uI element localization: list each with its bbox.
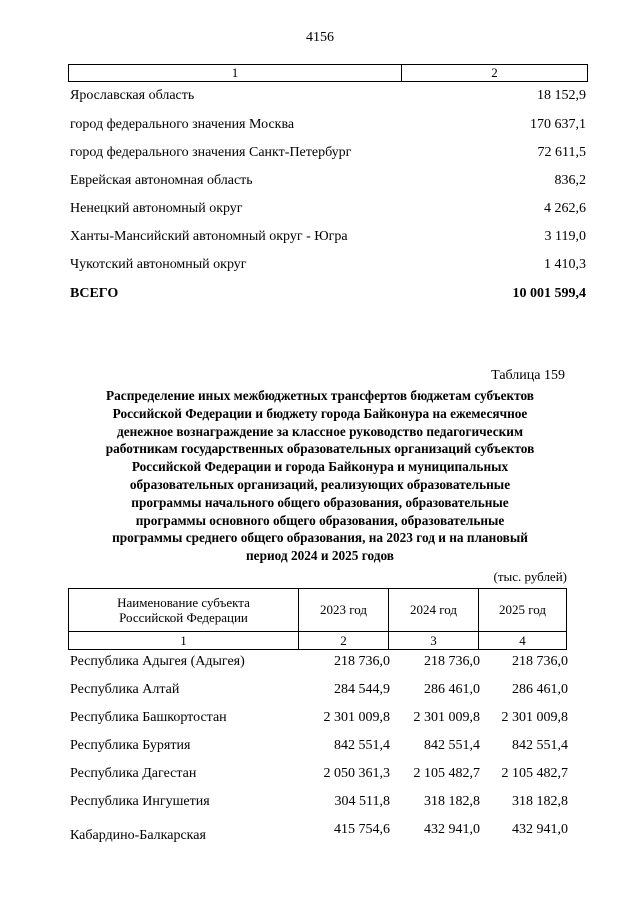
table2-row [70,682,570,702]
row-name: Чукотский автономный округ [70,257,247,272]
row-name: Еврейская автономная область [70,173,253,188]
value-2023: 284 544,9 [334,682,390,697]
title-line: программы начального общего образования, образовательные [131,494,509,510]
total-value: 10 001 599,4 [512,286,586,301]
value-2025: 2 301 009,8 [501,710,568,725]
table2-row [70,654,570,674]
table-title [60,387,580,565]
row-value: 3 119,0 [544,229,586,244]
row-value: 170 637,1 [530,117,586,132]
units-label: (тыс. рублей) [493,569,567,584]
row-name: город федерального значения Москва [70,117,295,132]
value-2023: 218 736,0 [334,654,390,669]
row-name: Ярославская область [70,88,195,103]
table1-row [70,257,586,273]
value-2024: 218 736,0 [424,654,480,669]
value-2023: 842 551,4 [334,738,390,753]
table2-row [70,738,570,758]
table1-total-row [70,286,586,302]
value-2025: 218 736,0 [512,654,568,669]
subject-name: Республика Бурятия [70,738,191,753]
subject-name: Республика Алтай [70,682,180,697]
table1-header [68,64,588,82]
value-2024: 318 182,8 [424,794,480,809]
title-line: работникам государственных образовательных организаций субъектов [105,441,535,457]
colnum-1: 1 [69,632,299,649]
value-2024: 842 551,4 [424,738,480,753]
value-2025: 286 461,0 [512,682,568,697]
value-2025: 842 551,4 [512,738,568,753]
title-line: период 2024 и 2025 годов [246,548,394,564]
table1-row [70,173,586,189]
row-value: 4 262,6 [544,201,586,216]
colnum-3: 3 [389,632,479,649]
table2-row [70,766,570,786]
title-line: Российской Федерации и города Байконура и муниципальных [131,459,509,475]
header-subject-line2: Российской Федерации [119,610,248,625]
row-name: город федерального значения Санкт-Петербург [70,145,352,160]
table1-row [70,201,586,217]
value-2024: 2 301 009,8 [413,710,480,725]
title-line: программы среднего общего образования, на 2023 год и на плановый [112,530,528,546]
row-value: 1 410,3 [544,257,586,272]
total-label: ВСЕГО [70,286,119,301]
subject-name: Республика Ингушетия [70,794,210,809]
table2-row [70,822,570,842]
colnum-2: 2 [299,632,389,649]
title-line: Российской Федерации и бюджету города Байконура на ежемесячное [112,405,528,421]
value-2023: 415 754,6 [334,822,390,837]
table2-header [68,588,567,650]
table-number: Таблица 159 [491,368,565,383]
row-value: 836,2 [554,173,586,188]
value-2023: 304 511,8 [334,794,390,809]
title-line: денежное вознаграждение за классное руководство педагогическим [117,423,523,439]
value-2025: 2 105 482,7 [501,766,568,781]
row-name: Ненецкий автономный округ [70,201,243,216]
colnum-4: 4 [519,632,526,648]
header-2024: 2024 год [389,589,479,631]
table2-row [70,710,570,730]
row-value: 18 152,9 [537,88,586,103]
value-2023: 2 050 361,3 [323,766,390,781]
table1-row [70,88,586,104]
subject-name: Республика Дагестан [70,766,197,781]
page-number: 4156 [306,30,334,45]
table1-row [70,145,586,161]
subject-name: Кабардино-Балкарская [70,828,206,843]
title-line: Распределение иных межбюджетных трансфертов бюджетам субъектов [106,388,534,403]
title-line: программы основного общего образования, образовательные [135,512,505,528]
header-2023: 2023 год [299,589,389,631]
value-2024: 286 461,0 [424,682,480,697]
value-2025: 432 941,0 [512,822,568,837]
row-name: Ханты-Мансийский автономный округ - Югра [70,229,348,244]
subject-name: Республика Башкортостан [70,710,227,725]
table2-row [70,794,570,814]
header-subject-name [69,589,299,631]
subject-name: Республика Адыгея (Адыгея) [70,654,245,669]
table1-row [70,117,586,133]
header-subject-line1: Наименование субъекта [117,595,250,610]
table1-row [70,229,586,245]
table1-header-col1: 1 [69,65,402,81]
title-line: образовательных организаций, реализующих образовательные [129,476,511,492]
header-2025: 2025 год [499,602,546,617]
value-2024: 2 105 482,7 [413,766,480,781]
value-2023: 2 301 009,8 [323,710,390,725]
value-2025: 318 182,8 [512,794,568,809]
table1-header-col2: 2 [491,65,498,80]
row-value: 72 611,5 [537,145,586,160]
value-2024: 432 941,0 [424,822,480,837]
